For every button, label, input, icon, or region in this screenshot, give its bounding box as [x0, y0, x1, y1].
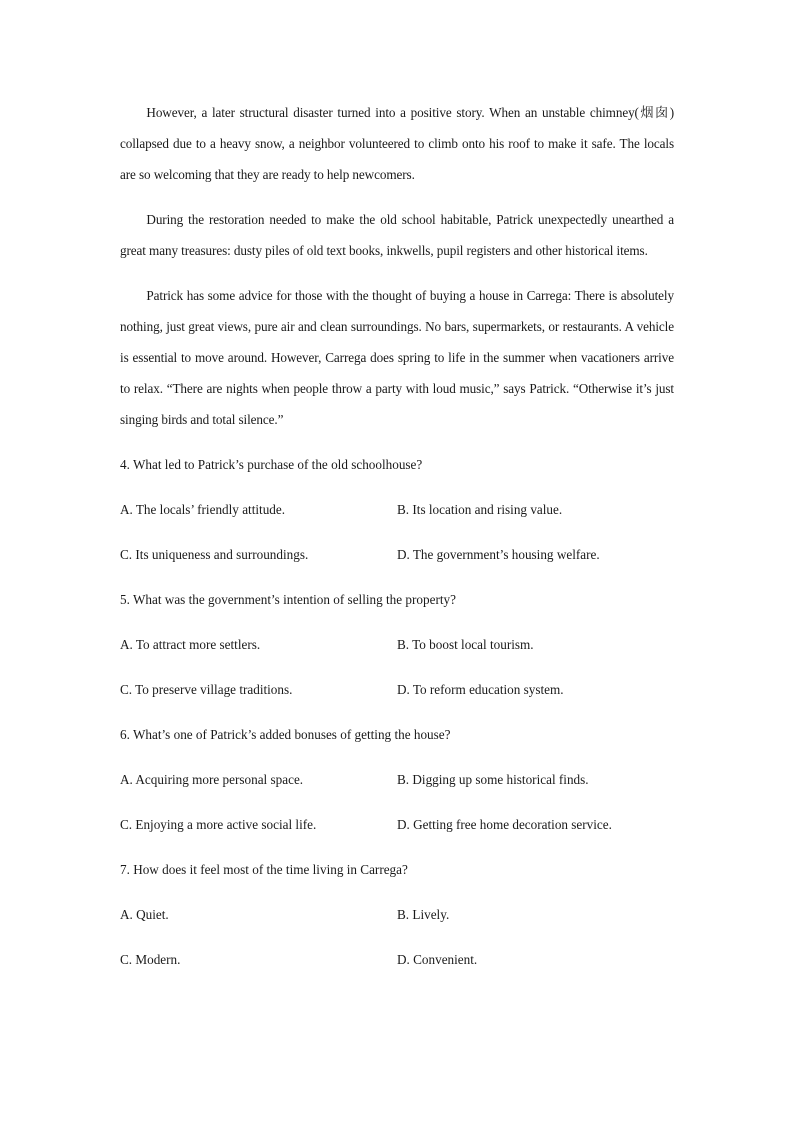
question-stem: 6. What’s one of Patrick’s added bonuses of getting the house? — [120, 727, 451, 742]
question-block-5 — [120, 584, 674, 705]
option-row — [120, 539, 674, 570]
option-a: A. The locals’ friendly attitude. — [120, 502, 286, 517]
option-d: D. The government’s housing welfare. — [397, 547, 600, 562]
option-c: C. To preserve village traditions. — [120, 682, 293, 697]
option-a: A. To attract more settlers. — [120, 637, 261, 652]
option-c: C. Its uniqueness and surroundings. — [120, 547, 309, 562]
option-a: A. Acquiring more personal space. — [120, 772, 304, 787]
question-block-4 — [120, 449, 674, 570]
option-a: A. Quiet. — [120, 907, 169, 922]
option-b: B. Lively. — [397, 907, 450, 922]
option-d: D. Convenient. — [397, 952, 478, 967]
option-b: B. Its location and rising value. — [397, 502, 563, 517]
question-stem: 4. What led to Patrick’s purchase of the old schoolhouse? — [120, 457, 423, 472]
paragraph-advice: Patrick has some advice for those with the thought of buying a house in Carrega: There is absolutely nothing, just great views, pure air and clean surroundings. No bars, supermarkets, or restaurants. A vehicle is essential to move around. However, Carrega does spring to life in the summer when vacationers arrive to relax. “There are nights when people throw a party with loud music,” says Patrick. “Otherwise it’s just singing birds and total silence.” — [120, 288, 674, 427]
option-b: B. Digging up some historical finds. — [397, 772, 589, 787]
option-c: C. Enjoying a more active social life. — [120, 817, 317, 832]
question-block-7 — [120, 854, 674, 975]
option-row — [120, 674, 674, 705]
question-stem: 7. How does it feel most of the time living in Carrega? — [120, 862, 408, 877]
option-row — [120, 944, 674, 975]
option-b: B. To boost local tourism. — [397, 637, 534, 652]
paragraph-restoration: During the restoration needed to make the old school habitable, Patrick unexpectedly unearthed a great many treasures: dusty piles of old text books, inkwells, pupil registers and other historical items. — [120, 212, 674, 258]
option-row — [120, 809, 674, 840]
document-page — [120, 97, 674, 989]
option-c: C. Modern. — [120, 952, 181, 967]
option-d: D. To reform education system. — [397, 682, 564, 697]
question-stem: 5. What was the government’s intention of selling the property? — [120, 592, 456, 607]
option-d: D. Getting free home decoration service. — [397, 817, 612, 832]
option-row — [120, 899, 674, 930]
option-row — [120, 629, 674, 660]
option-row — [120, 764, 674, 795]
paragraph-chimney: However, a later structural disaster turned into a positive story. When an unstable chimney(烟囱) collapsed due to a heavy snow, a neighbor volunteered to climb onto his roof to make it safe. The locals are so welcoming that they are ready to help newcomers. — [120, 105, 674, 182]
option-row — [120, 494, 674, 525]
question-block-6 — [120, 719, 674, 840]
